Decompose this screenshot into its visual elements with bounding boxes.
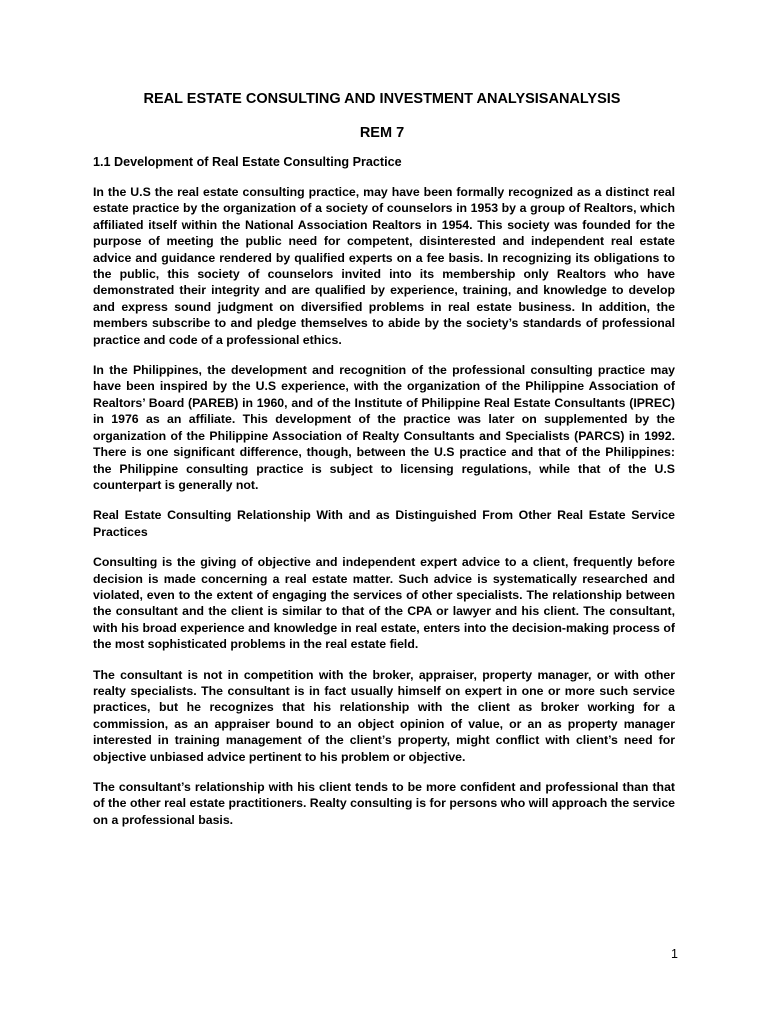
paragraph-philippines-practice: In the Philippines, the development and recognition of the professional consulting practice may have been inspired by the U.S experience, with the organization of the Philippine Association of Realtors’ Board (PAREB) in 1960, and of the Institute of Philippine Real Estate Consultants (IPREC) in 1976 as an affiliate. This development of the practice was later on supplemented by the organization of the Philippine Association of Realty Consultants and Specialists (PARCS) in 1992. There is one significant difference, though, between the U.S practice and that of the Philippines: the Philippine consulting practice is subject to licensing regulations, while that of the U.S counterpart is generally not. [93, 363, 675, 492]
paragraph-consulting-definition: Consulting is the giving of objective and independent expert advice to a client, frequently before decision is made concerning a real estate matter. Such advice is systematically researched and violated, even to the extent of engaging the services of other specialists. The relationship between the consultant and the client is similar to that of the CPA or lawyer and his client. The consultant, with his broad experience and knowledge in real estate, enters into the decision-making process of the most sophisticated problems in the real estate field. [93, 555, 675, 652]
paragraph-consultant-role: The consultant is not in competition with the broker, appraiser, property manager, or with other realty specialists. The consultant is in fact usually himself on expert in one or more such service practices, but he recognizes that his relationship with the client as broker working for a commission, as an appraiser bound to an object opinion of value, or an as property manager interested in training management of the client’s property, might conflict with client’s need for objective unbiased advice pertinent to his problem or objective. [93, 667, 675, 764]
document-body [93, 88, 675, 828]
subsection-heading: Real Estate Consulting Relationship With and as Distinguished From Other Real Estate Service Practices [93, 508, 675, 539]
page-number: 1 [671, 947, 678, 961]
section-heading: 1.1 Development of Real Estate Consulting Practice [93, 155, 402, 169]
paragraph-client-relationship: The consultant’s relationship with his client tends to be more confident and professional than that of the other real estate practitioners. Realty consulting is for persons who will approach the service on a professional basis. [93, 780, 675, 827]
paragraph-us-practice: In the U.S the real estate consulting practice, may have been formally recognized as a distinct real estate practice by the organization of a society of counselors in 1953 by a group of Realtors, which affiliated itself within the National Association Realtors in 1954. This society was founded for the purpose of meeting the public need for competent, disinterested and independent real estate advice and guidance rendered by qualified experts on a fee basis. In recognizing its obligations to the public, this society of counselors invited into its membership only Realtors who have demonstrated their integrity and are qualified by experience, training, and knowledge to develop and express sound judgment on diversified problems in real estate business. In addition, the members subscribe to and pledge themselves to abide by the society’s standards of professional practice and code of a professional ethics. [93, 185, 675, 347]
document-title: REAL ESTATE CONSULTING AND INVESTMENT ANALYSISANALYSIS [143, 91, 621, 107]
course-code: REM 7 [359, 125, 405, 141]
